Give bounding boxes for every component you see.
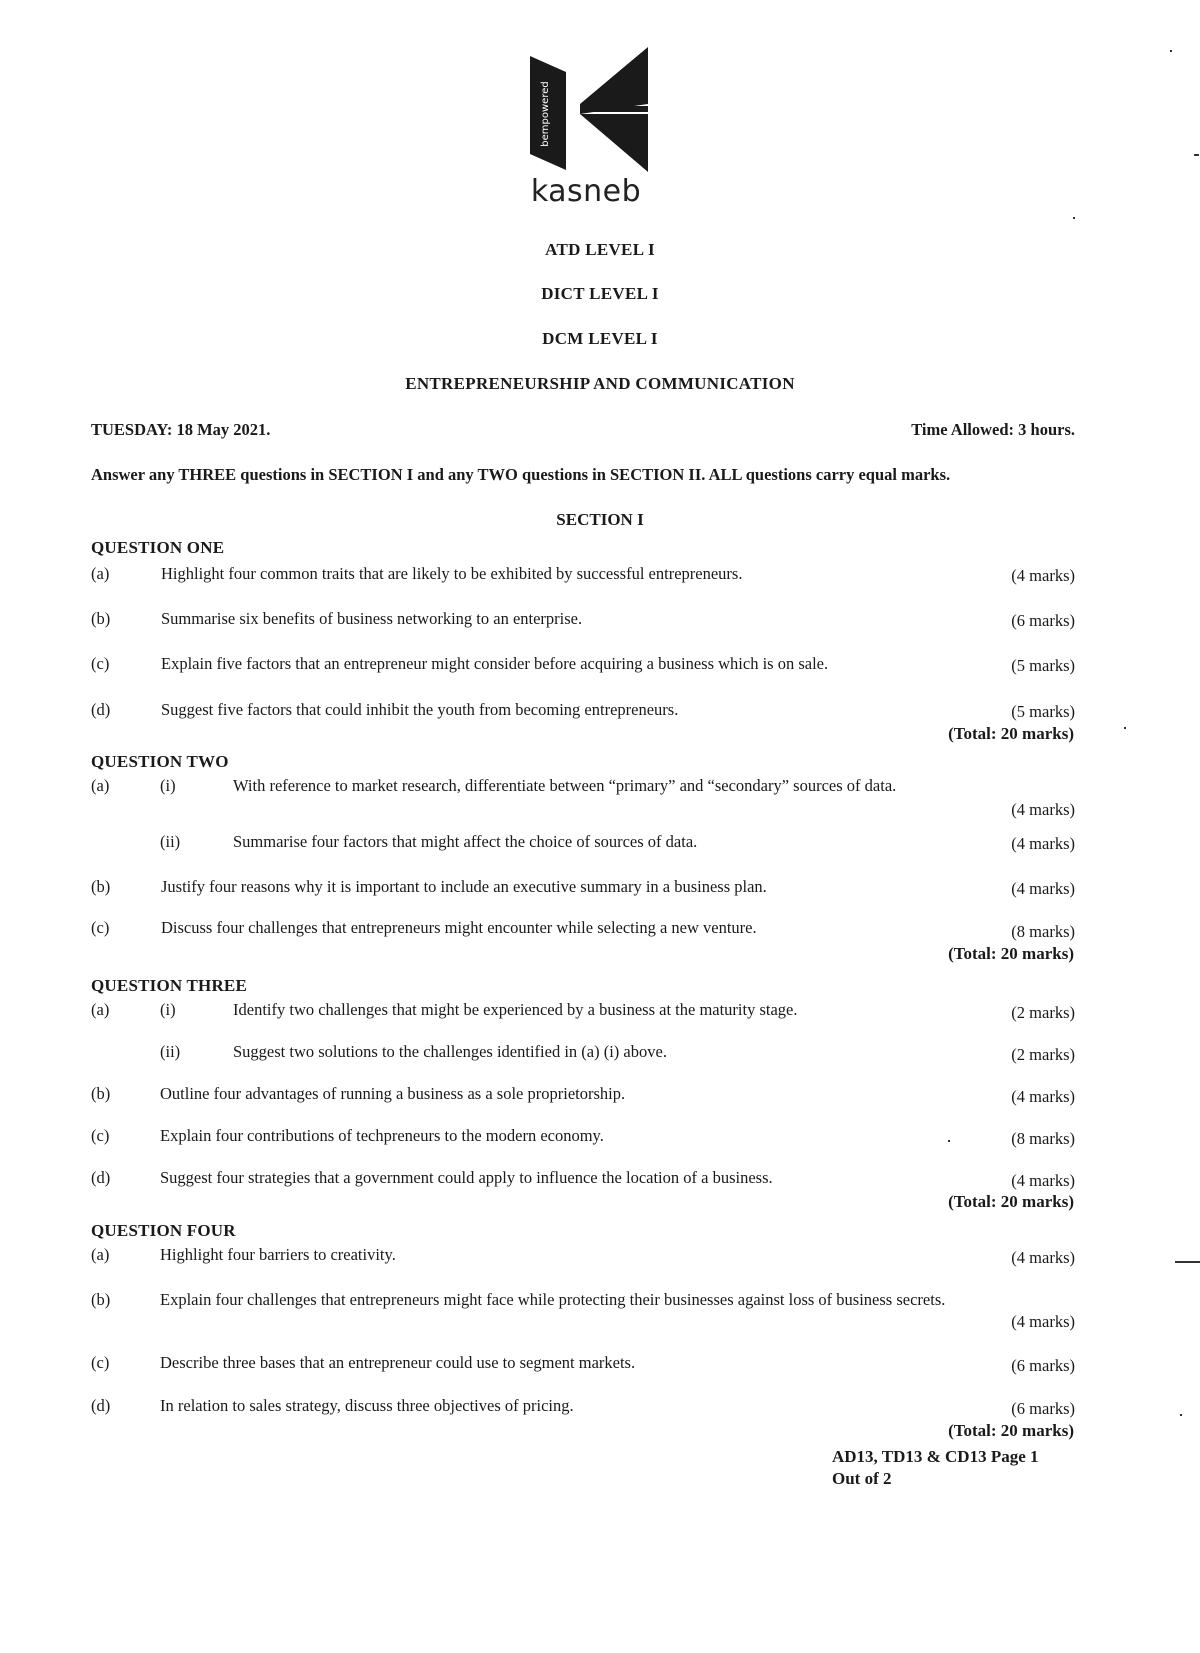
section-title: SECTION I <box>556 510 644 529</box>
q1-label-c: (c) <box>91 654 110 673</box>
q3-text-a-i: Identify two challenges that might be experienced by a business at the maturity stage. <box>233 1000 798 1019</box>
q2-marks-a-i: (4 marks) <box>1011 800 1075 819</box>
time-allowed: Time Allowed: 3 hours. <box>911 420 1075 439</box>
level-dict: DICT LEVEL I <box>541 284 659 303</box>
q4-label-a: (a) <box>91 1245 110 1264</box>
q2-text-b: Justify four reasons why it is important to include an executive summary in a business plan. <box>161 877 767 896</box>
q3-sub-a-ii: (ii) <box>160 1042 181 1061</box>
q4-marks-d: (6 marks) <box>1011 1399 1075 1418</box>
kasneb-logo-icon <box>520 44 652 174</box>
scan-speck <box>1170 50 1172 52</box>
q1-marks-b: (6 marks) <box>1011 611 1075 630</box>
scan-speck <box>1124 727 1126 729</box>
logo-wordmark: kasneb <box>530 174 642 209</box>
q1-marks-d: (5 marks) <box>1011 702 1075 721</box>
q3-text-d: Suggest four strategies that a government could apply to influence the location of a business. <box>160 1168 773 1187</box>
q1-text-d: Suggest five factors that could inhibit the youth from becoming entrepreneurs. <box>161 700 679 719</box>
q4-text-a: Highlight four barriers to creativity. <box>160 1245 396 1264</box>
question-three-title: QUESTION THREE <box>91 976 248 995</box>
level-atd: ATD LEVEL I <box>545 240 655 259</box>
q4-marks-b: (4 marks) <box>1011 1312 1075 1331</box>
scan-speck <box>1175 1261 1200 1263</box>
q3-label-a: (a) <box>91 1000 110 1019</box>
page-footer <box>832 1446 1039 1490</box>
q3-label-b: (b) <box>91 1084 111 1103</box>
q2-text-a-i: With reference to market research, differentiate between “primary” and “secondary” sources of data. <box>233 776 897 795</box>
kasneb-logo <box>520 44 660 214</box>
q3-label-c: (c) <box>91 1126 110 1145</box>
scan-speck <box>1194 154 1199 156</box>
q3-total: (Total: 20 marks) <box>948 1192 1074 1211</box>
q1-marks-a: (4 marks) <box>1011 566 1075 585</box>
q4-marks-c: (6 marks) <box>1011 1356 1075 1375</box>
q3-text-b: Outline four advantages of running a business as a sole proprietorship. <box>160 1084 626 1103</box>
q1-label-d: (d) <box>91 700 111 719</box>
footer-code: AD13, TD13 & CD13 Page 1 <box>832 1447 1039 1466</box>
q3-text-a-ii: Suggest two solutions to the challenges identified in (a) (i) above. <box>233 1042 667 1061</box>
q4-text-d: In relation to sales strategy, discuss three objectives of pricing. <box>160 1396 574 1415</box>
scan-speck <box>948 1140 950 1142</box>
subject-title: ENTREPRENEURSHIP AND COMMUNICATION <box>405 374 795 393</box>
q2-marks-a-ii: (4 marks) <box>1011 834 1075 853</box>
level-dcm: DCM LEVEL I <box>542 329 658 348</box>
q1-marks-c: (5 marks) <box>1011 656 1075 675</box>
q2-label-b: (b) <box>91 877 111 896</box>
question-two-title: QUESTION TWO <box>91 752 229 771</box>
q2-text-a-ii: Summarise four factors that might affect the choice of sources of data. <box>233 832 698 851</box>
q3-marks-a-ii: (2 marks) <box>1011 1045 1075 1064</box>
q1-label-b: (b) <box>91 609 111 628</box>
q4-text-b: Explain four challenges that entrepreneurs might face while protecting their businesses against loss of business secrets. <box>160 1290 946 1309</box>
q4-total: (Total: 20 marks) <box>948 1421 1074 1440</box>
footer-pages: Out of 2 <box>832 1469 892 1488</box>
q1-text-b: Summarise six benefits of business networking to an enterprise. <box>161 609 583 628</box>
q3-label-d: (d) <box>91 1168 111 1187</box>
q4-label-d: (d) <box>91 1396 111 1415</box>
q1-label-a: (a) <box>91 564 110 583</box>
q3-text-c: Explain four contributions of techpreneurs to the modern economy. <box>160 1126 604 1145</box>
q4-label-c: (c) <box>91 1353 110 1372</box>
q2-marks-b: (4 marks) <box>1011 879 1075 898</box>
scan-speck <box>1073 217 1075 219</box>
q2-label-c: (c) <box>91 918 110 937</box>
q3-sub-a-i: (i) <box>160 1000 176 1019</box>
exam-date: TUESDAY: 18 May 2021. <box>91 420 271 439</box>
q2-marks-c: (8 marks) <box>1011 922 1075 941</box>
instructions: Answer any THREE questions in SECTION I and any TWO questions in SECTION II. ALL questions carry equal marks. <box>91 465 951 484</box>
logo-side-text: bempowered <box>540 81 551 147</box>
q4-marks-a: (4 marks) <box>1011 1248 1075 1267</box>
q4-text-c: Describe three bases that an entrepreneur could use to segment markets. <box>160 1353 636 1372</box>
q2-text-c: Discuss four challenges that entrepreneurs might encounter while selecting a new venture. <box>161 918 757 937</box>
question-four-title: QUESTION FOUR <box>91 1221 236 1240</box>
q3-marks-a-i: (2 marks) <box>1011 1003 1075 1022</box>
question-one-title: QUESTION ONE <box>91 538 225 557</box>
q1-text-c: Explain five factors that an entrepreneur might consider before acquiring a business which is on sale. <box>161 654 829 673</box>
q2-sub-a-ii: (ii) <box>160 832 181 851</box>
q3-marks-c: (8 marks) <box>1011 1129 1075 1148</box>
q2-sub-a-i: (i) <box>160 776 176 795</box>
q2-label-a: (a) <box>91 776 110 795</box>
q4-label-b: (b) <box>91 1290 111 1309</box>
q1-total: (Total: 20 marks) <box>948 724 1074 743</box>
q3-marks-b: (4 marks) <box>1011 1087 1075 1106</box>
scan-speck <box>1180 1414 1182 1416</box>
q2-total: (Total: 20 marks) <box>948 944 1074 963</box>
q3-marks-d: (4 marks) <box>1011 1171 1075 1190</box>
q1-text-a: Highlight four common traits that are likely to be exhibited by successful entrepreneurs. <box>161 564 743 583</box>
